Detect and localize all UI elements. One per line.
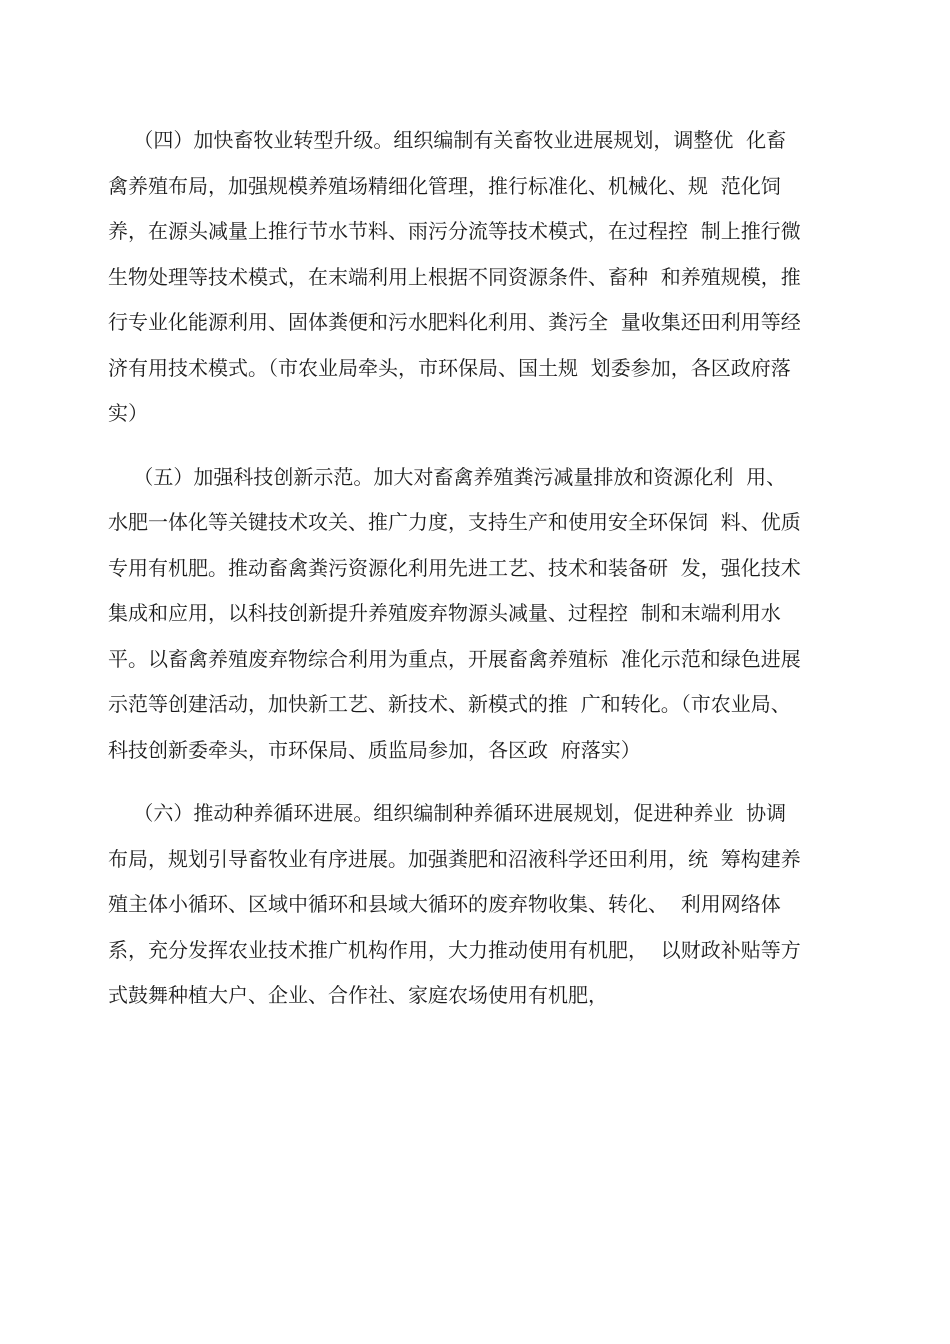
paragraph-line: 养，在源头减量上推行节水节料、雨污分流等技术模式，在过程控 制上推行微 (108, 219, 801, 243)
paragraph-line: 生物处理等技术模式，在末端利用上根据不同资源条件、畜种 和养殖规模，推 (108, 264, 801, 289)
paragraph-line: （四）加快畜牧业转型升级。组织编制有关畜牧业进展规划，调整优 化畜 (108, 128, 787, 152)
paragraph-6-planting-breeding-cycle (108, 791, 850, 1019)
paragraph-line: （五）加强科技创新示范。加大对畜禽养殖粪污减量排放和资源化利 用、 (108, 464, 787, 489)
paragraph-line: 布局，规划引导畜牧业有序进展。加强粪肥和沼液科学还田利用，统 筹构建养 (108, 846, 801, 871)
paragraph-line: 示范等创建活动，加快新工艺、新技术、新模式的推 广和转化。（市农业局、 (108, 692, 791, 716)
paragraph-line: 式鼓舞种植大户、企业、合作社、家庭农场使用有机肥， (108, 983, 608, 1007)
paragraph-line: 禽养殖布局，加强规模养殖场精细化管理，推行标准化、机械化、规 范化饲 (108, 173, 781, 198)
paragraph-line: 水肥一体化等关键技术攻关、推广力度，支持生产和使用安全环保饲 料、优质 (108, 510, 801, 534)
paragraph-line: 集成和应用，以科技创新提升养殖废弃物源头减量、过程控 制和末端利用水 (108, 601, 781, 625)
paragraph-line: 济有用技术模式。（市农业局牵头，市环保局、国土规 划委参加，各区政府落 (108, 355, 791, 380)
paragraph-line: 殖主体小循环、区域中循环和县域大循环的废弃物收集、转化、 利用网络体 (108, 892, 781, 916)
paragraph-line: 专用有机肥。推动畜禽粪污资源化利用先进工艺、技术和装备研 发，强化技术 (108, 555, 801, 580)
paragraph-5-tech-innovation-demonstration (108, 455, 850, 774)
document-body (108, 118, 850, 1037)
paragraph-4-accelerate-livestock-transformation (108, 118, 850, 437)
paragraph-line: 科技创新委牵头，市环保局、质监局参加，各区政 府落实） (108, 737, 641, 762)
paragraph-line: 行专业化能源利用、固体粪便和污水肥料化利用、粪污全 量收集还田利用等经 (108, 310, 801, 334)
paragraph-line: （六）推动种养循环进展。组织编制种养循环进展规划，促进种养业 协调 (108, 801, 787, 825)
paragraph-line: 系，充分发挥农业技术推广机构作用，大力推动使用有机肥， 以财政补贴等方 (108, 937, 801, 962)
paragraph-line: 实） (108, 401, 148, 425)
paragraph-line: 平。以畜禽养殖废弃物综合利用为重点，开展畜禽养殖标 准化示范和绿色进展 (108, 646, 801, 671)
